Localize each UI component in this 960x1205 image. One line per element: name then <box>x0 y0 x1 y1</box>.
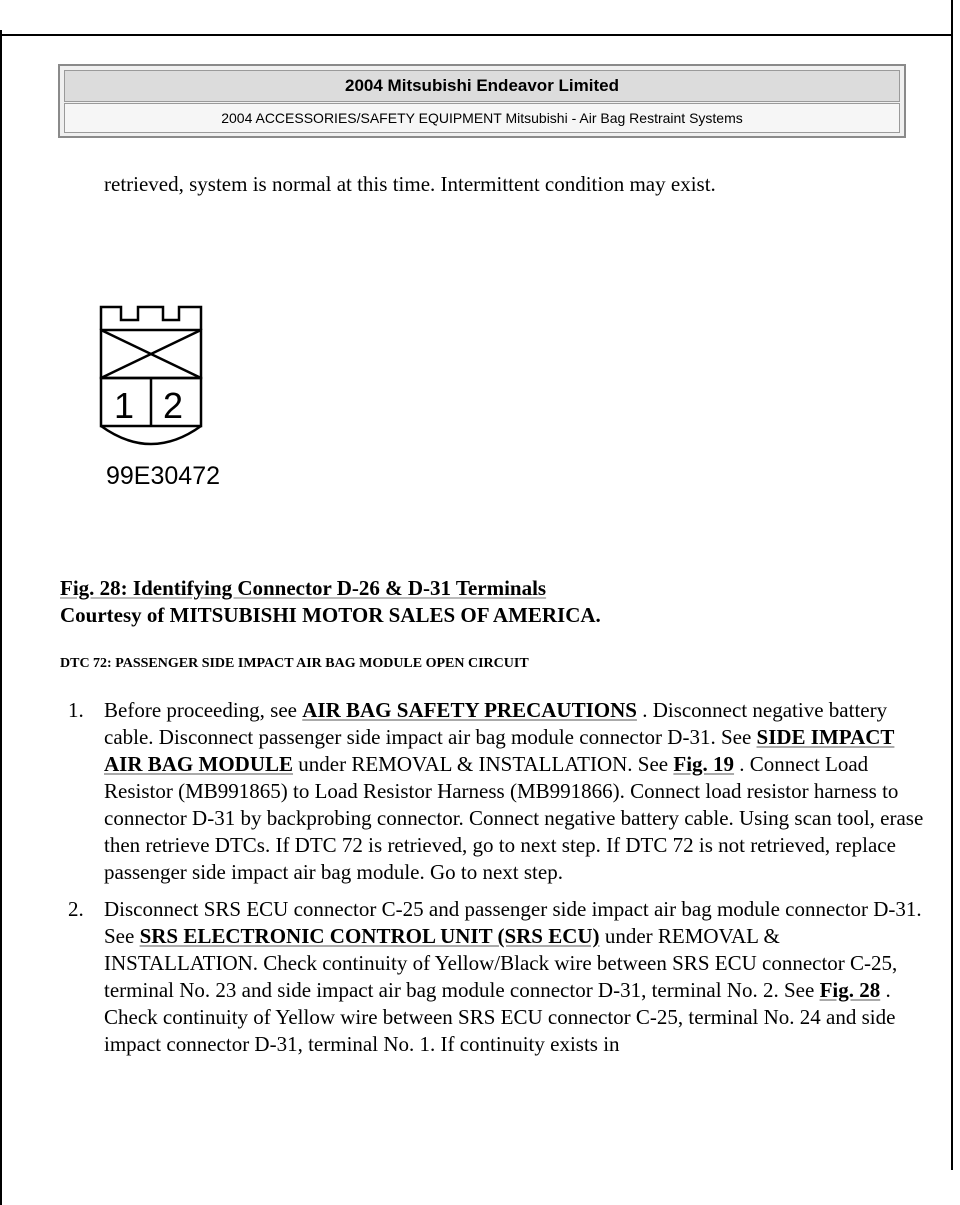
terminal-2-label: 2 <box>163 385 184 426</box>
step-text: under REMOVAL & INSTALLATION. Check continuity of Yellow/Black wire between SRS ECU connector C-25, terminal No. 23 and side impact air bag module connector D-31, terminal No. 2. See <box>104 924 898 1002</box>
terminal-1-label: 1 <box>114 385 135 426</box>
figure-code: 99E30472 <box>106 462 221 490</box>
step-text: . Check continuity of Yellow wire between SRS ECU connector C-25, terminal No. 24 and side impact connector D-31, terminal No. 1. If continuity exists in <box>104 978 896 1056</box>
header-subtitle: 2004 ACCESSORIES/SAFETY EQUIPMENT Mitsubishi - Air Bag Restraint Systems <box>64 103 900 133</box>
step-text: under REMOVAL & INSTALLATION. See <box>293 752 674 776</box>
dtc-heading: DTC 72: PASSENGER SIDE IMPACT AIR BAG MODULE OPEN CIRCUIT <box>60 656 529 671</box>
link-fig-19[interactable]: Fig. 19 <box>673 752 735 776</box>
header-title: 2004 Mitsubishi Endeavor Limited <box>64 70 900 102</box>
intro-text: retrieved, system is normal at this time. Intermittent condition may exist. <box>104 172 716 196</box>
page-border-left <box>0 30 2 1205</box>
figure-caption <box>60 575 601 629</box>
link-air-bag-safety-precautions[interactable]: AIR BAG SAFETY PRECAUTIONS <box>302 698 637 722</box>
step-number: 2. <box>68 897 84 921</box>
page-border-right <box>951 0 953 1170</box>
page-border-top <box>0 34 953 36</box>
procedure-list <box>68 697 928 1068</box>
link-side-impact-air-bag-module[interactable]: SIDE IMPACT AIR BAG MODULE <box>104 725 895 776</box>
step-text: . Disconnect negative battery cable. Disconnect passenger side impact air bag module connector D-31. See <box>104 698 888 749</box>
link-fig-28[interactable]: Fig. 28 <box>819 978 881 1002</box>
step-number: 1. <box>68 698 84 722</box>
connector-diagram <box>96 302 256 492</box>
list-item <box>68 896 928 1058</box>
document-header <box>58 64 906 138</box>
caption-line-1: Fig. 28: Identifying Connector D-26 & D-31 Terminals <box>60 576 547 600</box>
step-text: Disconnect SRS ECU connector C-25 and passenger side impact air bag module connector D-31. See <box>104 897 922 948</box>
step-text: . Connect Load Resistor (MB991865) to Load Resistor Harness (MB991866). Connect load resistor harness to connector D-31 by backprobing connector. Connect negative battery cable. Using scan tool, erase then retrieve DTCs. If DTC 72 is retrieved, go to next step. If DTC 72 is not retrieved, replace passenger side impact air bag module. Go to next step. <box>104 752 924 884</box>
list-item <box>68 697 928 886</box>
caption-line-2: Courtesy of MITSUBISHI MOTOR SALES OF AMERICA. <box>60 603 601 627</box>
step-text: Before proceeding, see <box>104 698 303 722</box>
link-srs-ecu[interactable]: SRS ELECTRONIC CONTROL UNIT (SRS ECU) <box>139 924 600 948</box>
